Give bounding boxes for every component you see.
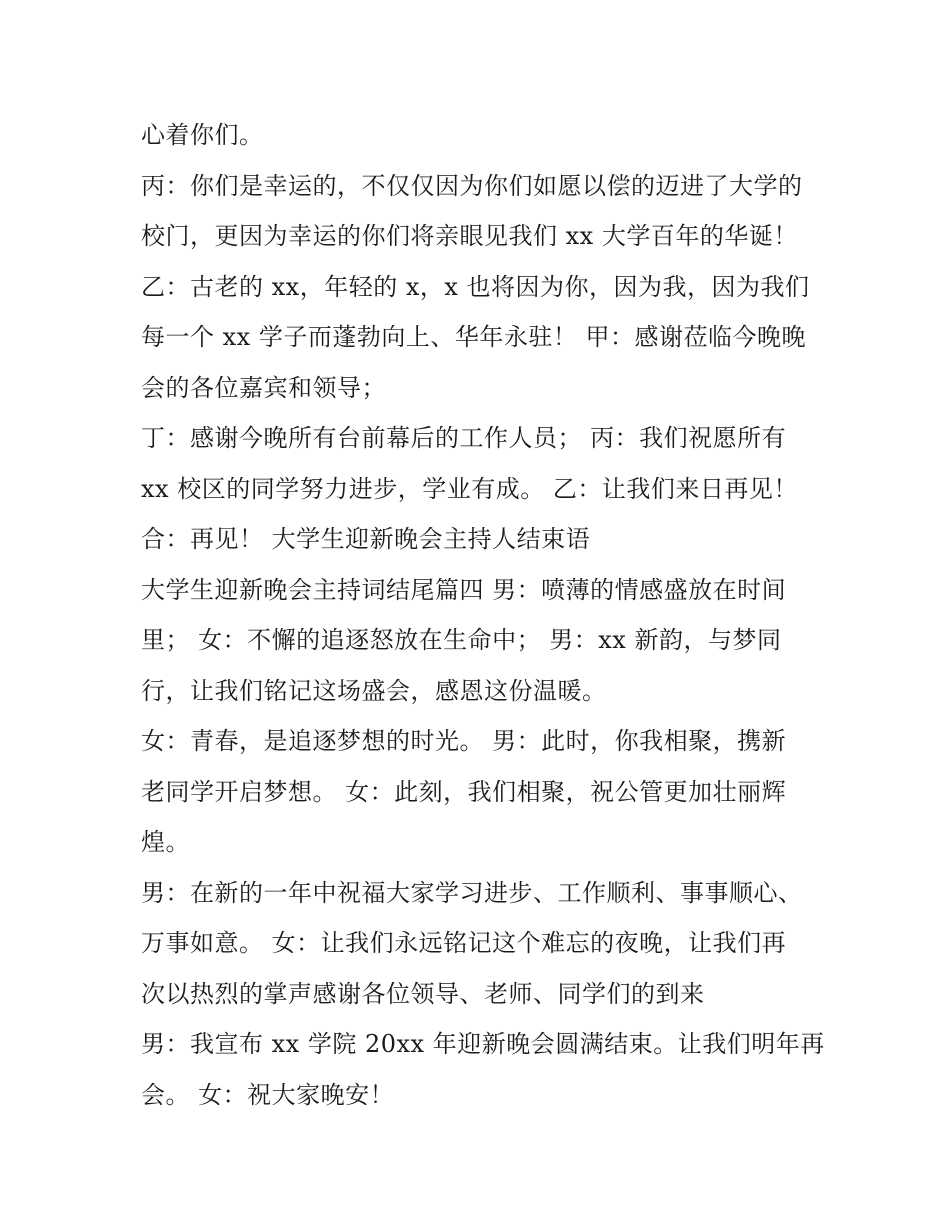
text-line: 男：我宣布 xx 学院 20xx 年迎新晚会圆满结束。让我们明年再 <box>141 1030 825 1058</box>
text-line: 每一个 xx 学子而蓬勃向上、华年永驻！ 甲：感谢莅临今晚晚 <box>141 323 806 351</box>
text-line: 丁：感谢今晚所有台前幕后的工作人员； 丙：我们祝愿所有 <box>141 424 787 452</box>
text-line: 大学生迎新晚会主持词结尾篇四 男：喷薄的情感盛放在时间 <box>141 575 787 604</box>
text-line: 万事如意。 女：让我们永远铭记这个难忘的夜晚，让我们再 <box>141 929 787 957</box>
text-line: 行，让我们铭记这场盛会，感恩这份温暖。 <box>141 676 607 705</box>
text-line: 女：青春，是追逐梦想的时光。 男：此时，你我相聚，携新 <box>141 727 787 755</box>
text-line: 里； 女：不懈的追逐怒放在生命中； 男：xx 新韵，与梦同 <box>141 626 782 654</box>
text-line: 心着你们。 <box>141 121 264 149</box>
text-line: 校门，更因为幸运的你们将亲眼见我们 xx 大学百年的华诞！ <box>141 222 798 250</box>
text-line: 乙：古老的 xx，年轻的 x，x 也将因为你，因为我，因为我们 <box>141 272 810 301</box>
text-line: 会的各位嘉宾和领导； <box>141 373 386 402</box>
text-line: 煌。 <box>141 828 190 856</box>
text-line: 合：再见！ 大学生迎新晚会主持人结束语 <box>141 525 591 553</box>
text-line: 会。 女：祝大家晚安！ <box>141 1080 395 1109</box>
document-body <box>141 110 825 1120</box>
text-line: 次以热烈的掌声感谢各位领导、老师、同学们的到来 <box>141 979 705 1008</box>
text-line: 老同学开启梦想。 女：此刻，我们相聚，祝公管更加壮丽辉 <box>141 777 787 806</box>
text-line: 男：在新的一年中祝福大家学习进步、工作顺利、事事顺心、 <box>141 878 803 907</box>
text-line: xx 校区的同学努力进步，学业有成。 乙：让我们来日再见！ <box>141 474 798 503</box>
text-line: 丙：你们是幸运的，不仅仅因为你们如愿以偿的迈进了大学的 <box>141 171 803 200</box>
